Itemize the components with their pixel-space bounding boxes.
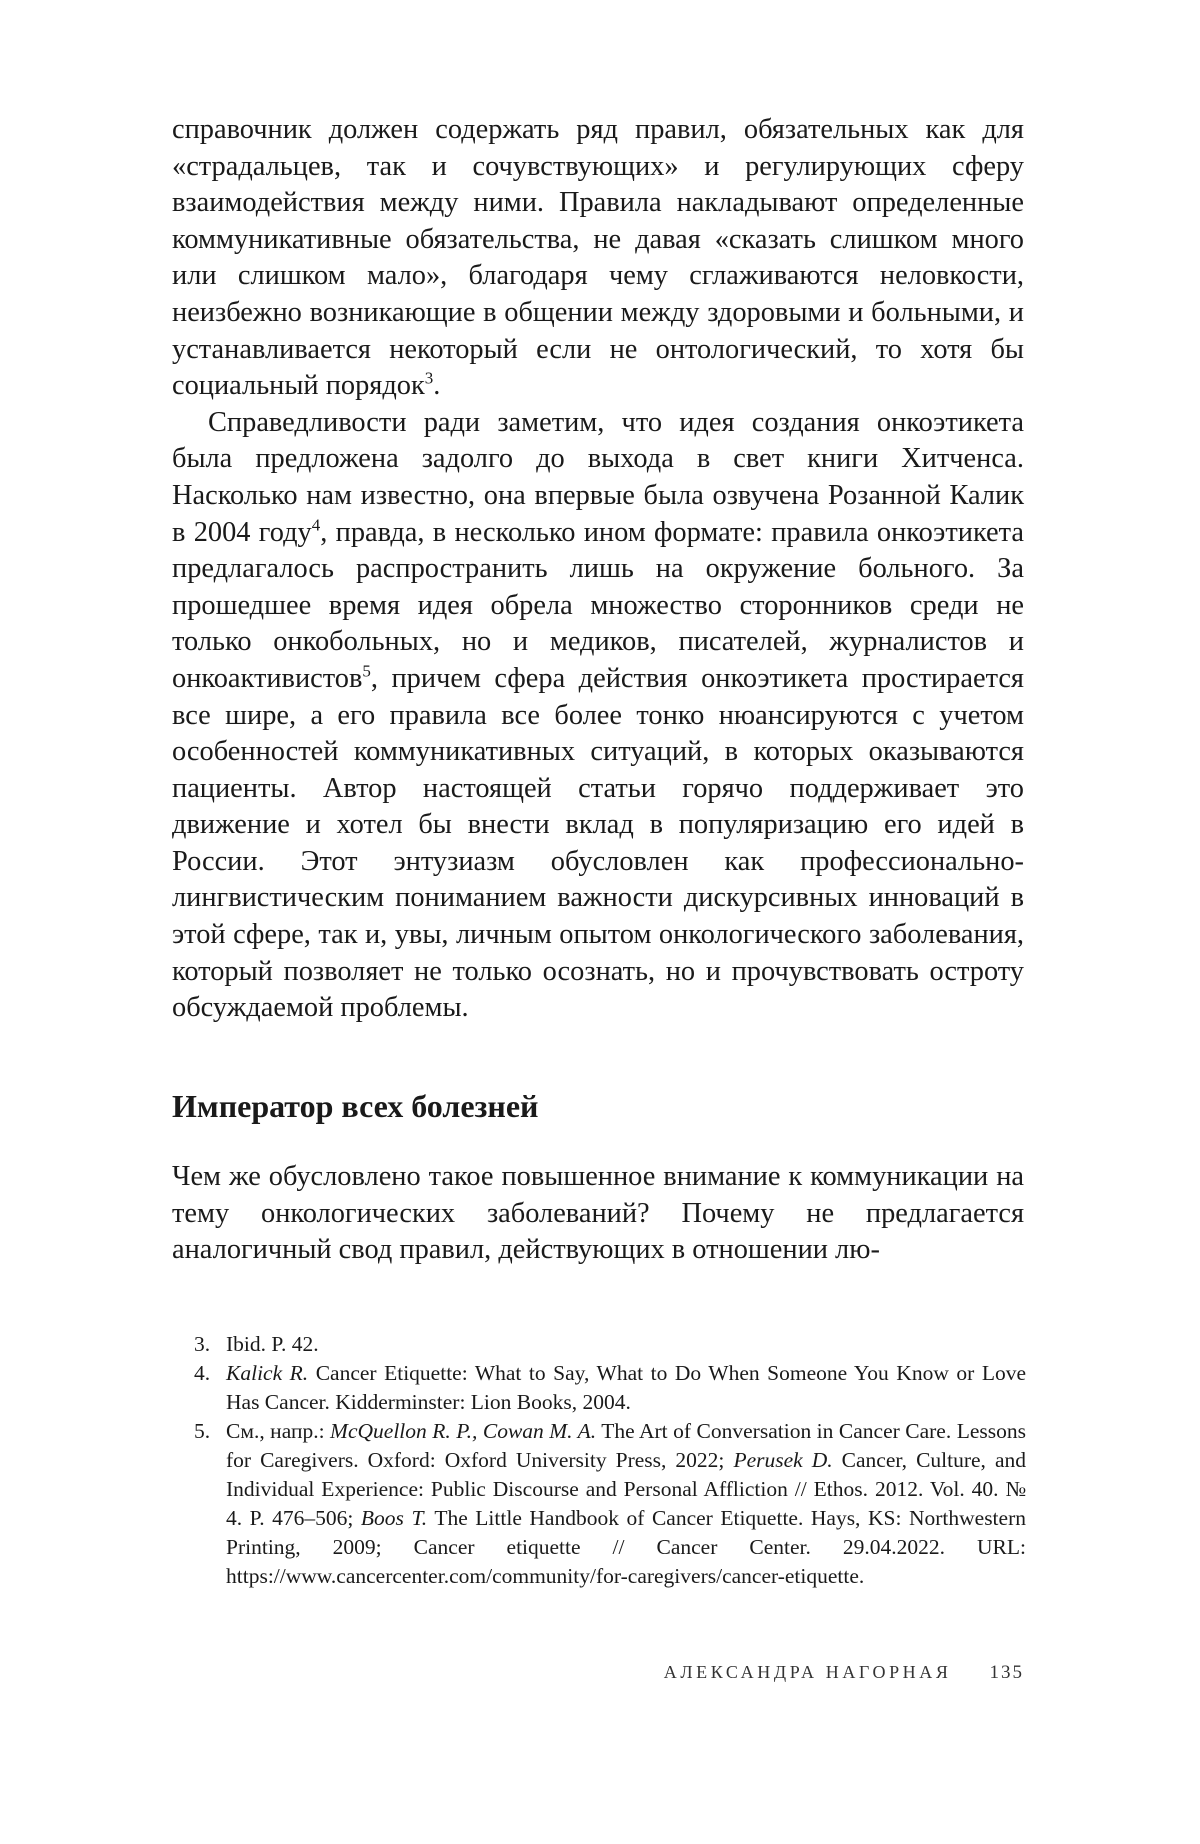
- footnote-5: [194, 1417, 1027, 1591]
- footnote-text: The Art of Conversation in Cancer Care. Lessons for Caregivers. Oxford: Oxford University Press, 2022;: [226, 1419, 1026, 1472]
- section-heading: Император всех болезней: [172, 1088, 539, 1124]
- paragraph-1: [172, 112, 1024, 405]
- footnote-author: McQuellon R. P., Cowan M. A.: [330, 1419, 597, 1443]
- footnote-number: 4.: [194, 1361, 211, 1385]
- footnote-3: [194, 1330, 1026, 1359]
- footnote-text: The Little Handbook of Cancer Etiquette. Hays, KS: Northwestern Printing, 2009; Cancer etiquette // Cancer Center. 29.04.2022. URL: https://www.cancercenter.com/community/for-caregivers/cancer-etiquette.: [226, 1506, 1026, 1588]
- footnote-text: Cancer Etiquette: What to Say, What to Do When Someone You Know or Love Has Cancer. Kidderminster: Lion Books, 2004.: [226, 1361, 1027, 1414]
- paragraph-2: [172, 405, 1024, 1027]
- footnote-ref-3[interactable]: 3: [424, 368, 434, 388]
- footnote-ref-5[interactable]: 5: [362, 661, 371, 681]
- footnote-author: Perusek D.: [733, 1448, 833, 1472]
- footnote-lead: См., напр.:: [226, 1419, 331, 1443]
- footer-author: АЛЕКСАНДРА НАГОРНАЯ: [663, 1662, 952, 1682]
- running-footer: [664, 1662, 1024, 1684]
- footnote-text: Cancer, Culture, and Individual Experience: Public Discourse and Personal Affliction // Ethos. 2012. Vol. 40. № 4. P. 476–506;: [226, 1448, 1027, 1530]
- footnote-number: 3.: [194, 1332, 211, 1356]
- footnote-4: [194, 1359, 1027, 1417]
- footnote-text: Ibid. P. 42.: [226, 1332, 319, 1356]
- paragraph-2-text-a: Справедливости ради заметим, что идея создания онкоэтикета была предложена задолго до выхода в свет книги Хитченса. Насколько нам известно, она впервые была озвучена Розанной Калик в 2004 году: [172, 406, 1024, 548]
- footnote-ref-4[interactable]: 4: [311, 515, 321, 535]
- footnote-author: Kalick R.: [226, 1361, 309, 1385]
- footnotes-list: [194, 1330, 1027, 1591]
- footnote-author: Boos T.: [360, 1506, 428, 1530]
- paragraph-2-text-c: , причем сфера действия онкоэтикета простирается все шире, а его правила все более тонко нюансируются с учетом особенностей коммуникативных ситуаций, в которых оказываются пациенты. Автор настоящей статьи горячо поддерживает это движение и хотел бы внести вклад в популяризацию его идей в России. Этот энтузиазм обусловлен как профессионально-лингвистическим пониманием важности дискурсивных инноваций в этой сфере, так и, увы, личным опытом онкологического заболевания, который позволяет не только осознать, но и прочувствовать остроту обсуждаемой проблемы.: [172, 662, 1024, 1024]
- body-text: [172, 112, 1024, 1027]
- paragraph-2-text-b: , правда, в несколько ином формате: правила онкоэтикета предлагалось распространить лишь на окружение больного. За прошедшее время идея обрела множество сторонников среди не только онкобольных, но и медиков, писателей, журналистов и онкоактивистов: [172, 516, 1024, 694]
- page-number: 135: [989, 1662, 1024, 1683]
- paragraph-1-text: справочник должен содержать ряд правил, обязательных как для «страдальцев, так и сочувствующих» и регулирующих сферу взаимодействия между ними. Правила накладывают определенные коммуникативные обязательства, не давая «сказать слишком много или слишком мало», благодаря чему сглаживаются неловкости, неизбежно возникающие в общении между здоровыми и больными, и устанавливается некоторый если не онтологический, то хотя бы социальный порядок: [172, 114, 1024, 402]
- footnote-number: 5.: [194, 1419, 211, 1443]
- paragraph-1-end: .: [433, 370, 441, 402]
- paragraph-3: Чем же обусловлено такое повышенное внимание к коммуникации на тему онкологических заболеваний? Почему не предлагается аналогичный свод правил, действующих в отношении лю-: [172, 1161, 1024, 1266]
